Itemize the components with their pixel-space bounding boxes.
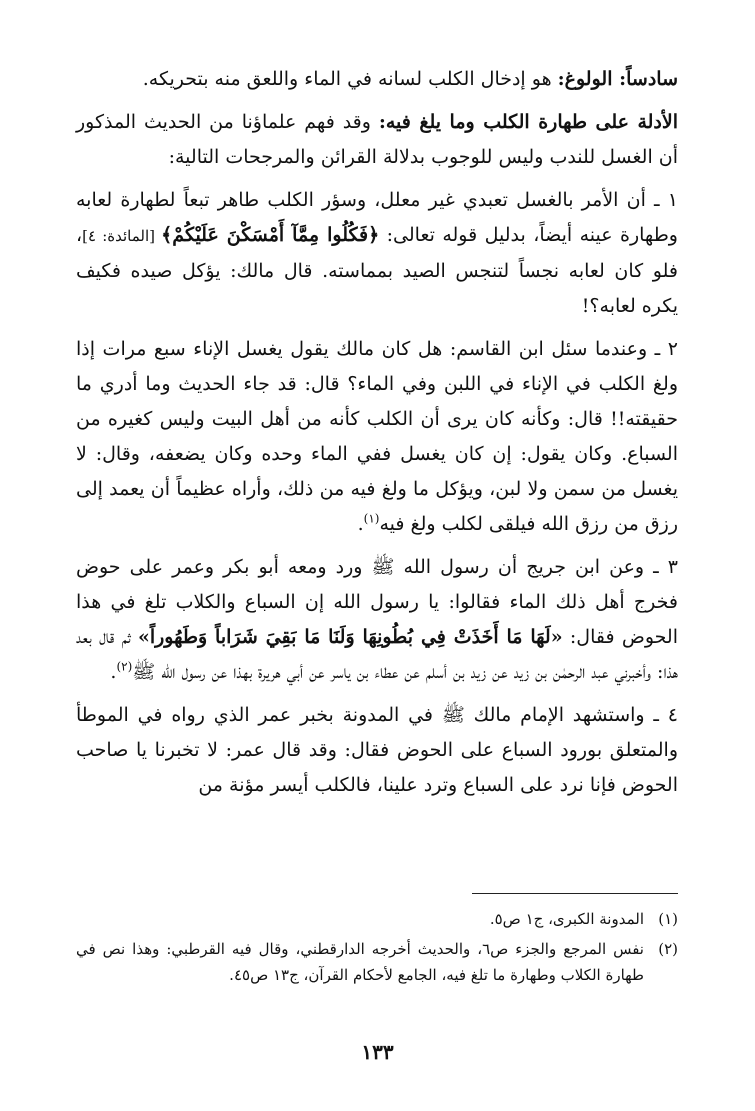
definition-text: هو إدخال الكلب لسانه في الماء واللعق منه بتحريكه. — [142, 68, 558, 90]
footnote-ref-2[interactable]: (٢) — [116, 659, 133, 674]
footnote-mark: (٢) — [658, 940, 678, 958]
section-heading-evidence: الأدلة على طهارة الكلب وما يلغ فيه: — [378, 111, 679, 133]
point-3-text-end: ثم قال بعد هذا: وأخبرني عبد الرحمٰن بن زيد عن زيد بن أسلم عن عطاء بن ياسر عن أبي هريرة بهذا عن رسول الله ﷺ — [76, 626, 678, 683]
footnote-1 — [76, 906, 678, 932]
point-1-text-end: ، فلو كان لعابه نجساً لتنجس الصيد بمماسته. قال مالك: يؤكل صيده فكيف يكره لعابه؟! — [76, 224, 678, 317]
footnote-2 — [76, 936, 678, 988]
paragraph-point-1 — [76, 183, 678, 324]
page-number: ١٣٣ — [361, 1040, 394, 1064]
point-3-end: . — [110, 661, 117, 683]
paragraph-definition — [76, 62, 678, 97]
verse-reference: [المائدة: ٤] — [82, 227, 162, 245]
hadith-quote: «لَهَا مَا أَخَذَتْ فِي بُطُونِهَا وَلَنَا مَا بَقِيَ شَرَاباً وَطَهُوراً» — [137, 626, 563, 648]
point-2-end: . — [357, 513, 364, 535]
footnotes — [76, 906, 678, 992]
evidence-intro-text: وقد فهم علماؤنا من الحديث المذكور أن الغسل للندب وليس للوجوب بدلالة القرائن والمرجحات التالية: — [76, 111, 678, 168]
paragraph-point-3 — [76, 550, 678, 690]
footnote-divider — [472, 893, 678, 894]
section-heading-sixth: سادساً: الولوغ: — [557, 68, 678, 90]
footnote-text: نفس المرجع والجزء ص٦، والحديث أخرجه الدارقطني، وقال فيه القرطبي: وهذا نص في طهارة الكلاب وطهارة ما تلغ فيه، الجامع لأحكام القرآن، ج١٣ ص٤٥. — [76, 940, 644, 984]
paragraph-evidence-intro — [76, 105, 678, 175]
paragraph-point-2 — [76, 332, 678, 542]
footnote-mark: (١) — [658, 910, 678, 928]
footnote-ref-1[interactable]: (١) — [363, 511, 380, 526]
point-4-text: ٤ ـ واستشهد الإمام مالك ﷺ في المدونة بخبر عمر الذي رواه في الموطأ والمتعلق بورود السباع على الحوض فقال: وقد قال عمر: لا تخبرنا يا صاحب الحوض فإنا نرد على السباع وترد علينا، فالكلب أيسر مؤنة من — [76, 704, 678, 796]
paragraph-point-4 — [76, 698, 678, 803]
point-1-text: ١ ـ أن الأمر بالغسل تعبدي غير معلل، وسؤر الكلب طاهر تبعاً لطهارة لعابه وطهارة عينه أيضاً، بدليل قوله تعالى: — [76, 189, 678, 246]
footnote-text: المدونة الكبرى، ج١ ص٥. — [489, 910, 644, 928]
quran-verse: ﴿فَكُلُوا مِمَّآ أَمْسَكْنَ عَلَيْكُمْ﴾ — [161, 224, 380, 246]
main-text — [76, 62, 678, 811]
point-2-text: ٢ ـ وعندما سئل ابن القاسم: هل كان مالك يقول يغسل الإناء سبع مرات إذا ولغ الكلب في الإناء في اللبن وفي الماء؟ قال: قد جاء الحديث وما أدري ما حقيقته!! قال: وكأنه كان يرى أن الكلب كأنه من أهل البيت وليس كغيره من السباع. وكان يقول: إن كان يغسل ففي الماء وحده وكان يضعفه، وقال: لا يغسل من سمن ولا لبن، ويؤكل ما ولغ فيه من ذلك، وأراه عظيماً أن يعمد إلى رزق من رزق الله فيلقى لكلب ولغ فيه — [76, 338, 678, 535]
point-3-text: ٣ ـ وعن ابن جريج أن رسول الله ﷺ ورد ومعه أبو بكر وعمر على حوض فخرج أهل ذلك الماء فقالوا: يا رسول الله إن السباع والكلاب تلغ في هذا الحوض فقال: — [76, 556, 679, 648]
